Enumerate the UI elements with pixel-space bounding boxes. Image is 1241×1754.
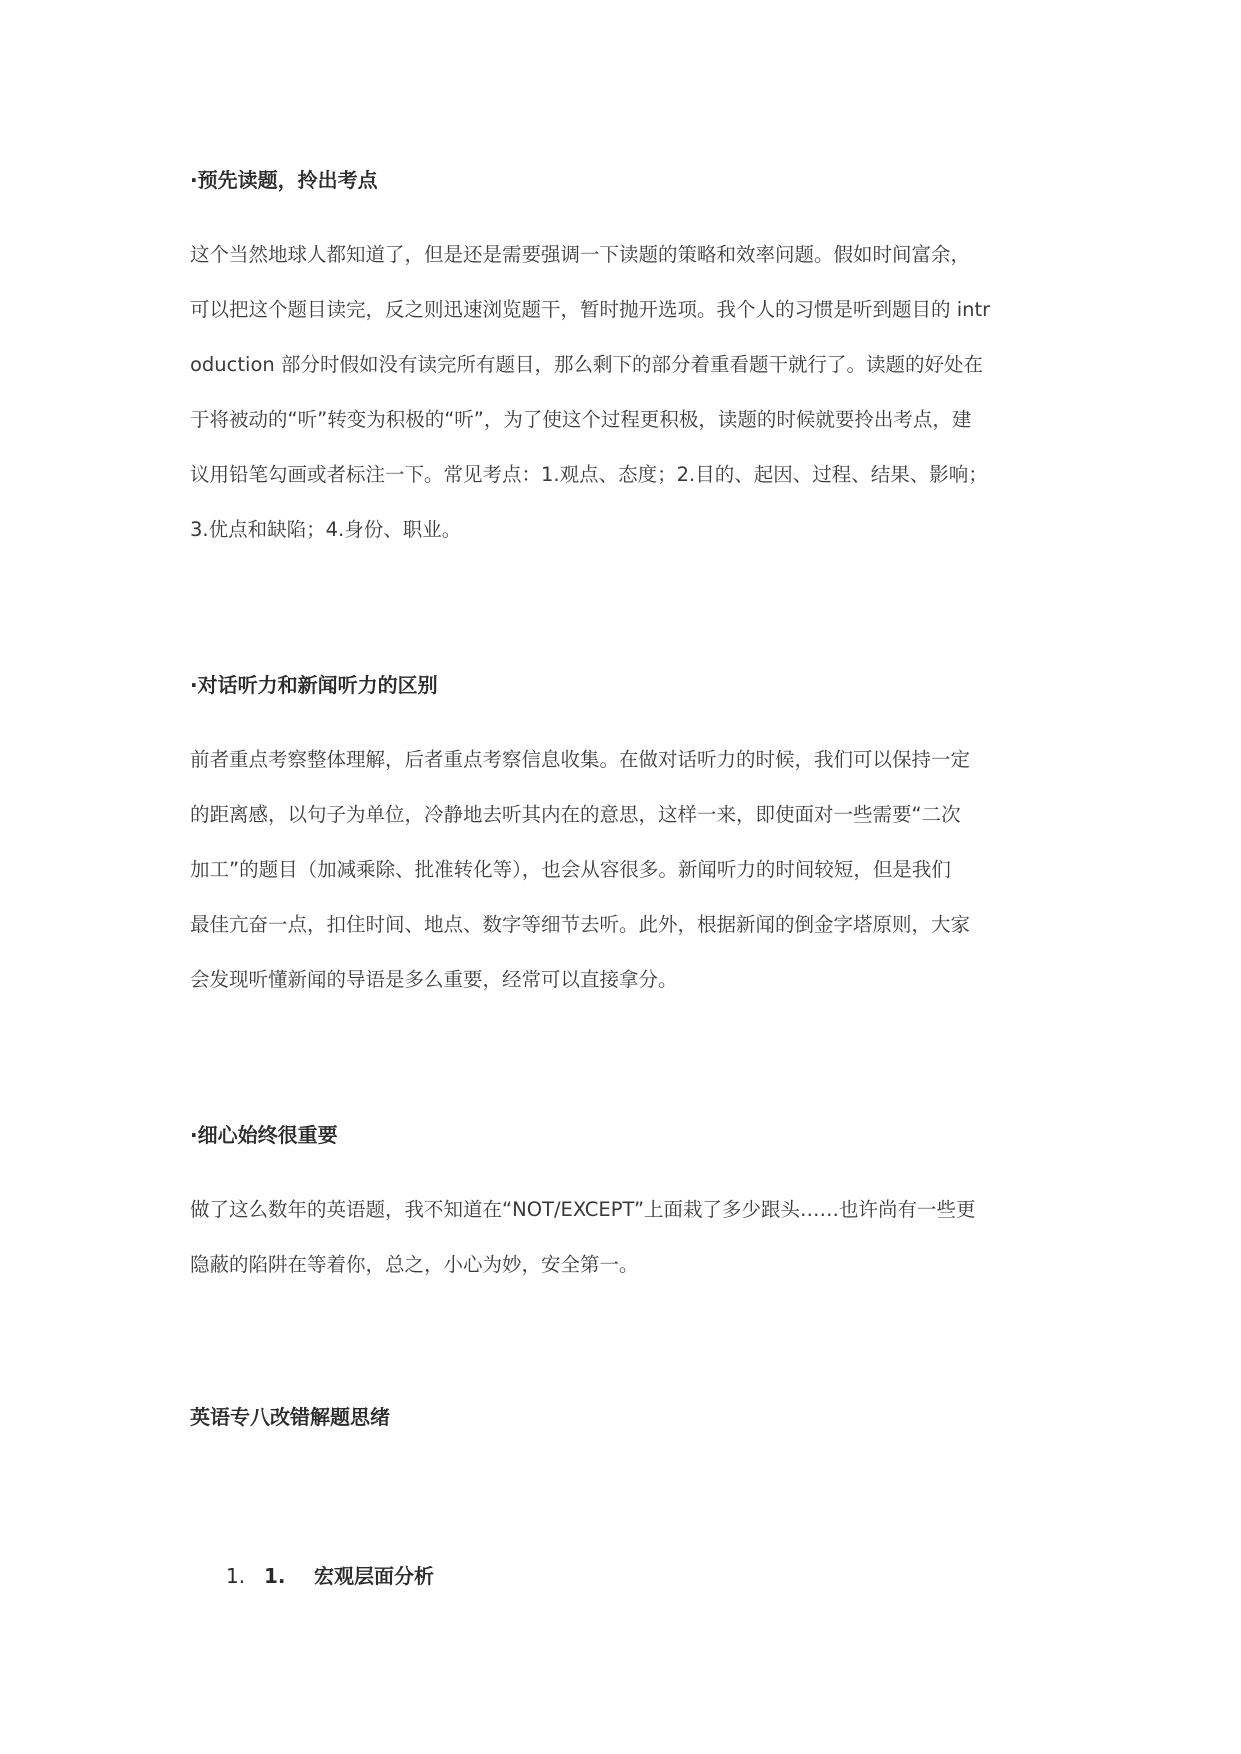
- paragraph-line: 议用铅笔勾画或者标注一下。常见考点：1.观点、态度；2.目的、起因、过程、结果、影响；: [190, 463, 988, 486]
- paragraph-line: 隐蔽的陷阱在等着你，总之，小心为妙，安全第一。: [190, 1253, 639, 1276]
- paragraph-line: 前者重点考察整体理解，后者重点考察信息收集。在做对话听力的时候，我们可以保持一定: [190, 748, 971, 771]
- paragraph-line: 这个当然地球人都知道了，但是还是需要强调一下读题的策略和效率问题。假如时间富余，: [190, 243, 971, 266]
- list-item-label: 宏观层面分析: [314, 1564, 434, 1588]
- paragraph-line: 加工”的题目（加减乘除、批准转化等），也会从容很多。新闻听力的时间较短，但是我们: [190, 858, 951, 881]
- paragraph-line: 可以把这个题目读完，反之则迅速浏览题干，暂时抛开选项。我个人的习惯是听到题目的 intr: [190, 298, 991, 321]
- section-paragraph-2: [190, 732, 1050, 1007]
- paragraph-line: oduction 部分时假如没有读完所有题目，那么剩下的部分着重看题干就行了。读题的好处在: [190, 353, 983, 376]
- list-number: 1.: [226, 1564, 246, 1588]
- section-paragraph-3: [190, 1182, 1050, 1292]
- section-title-correction: 英语专八改错解题思绪: [190, 1405, 390, 1429]
- paragraph-line: 做了这么数年的英语题，我不知道在“NOT/EXCEPT”上面栽了多少跟头……也许尚有一些更: [190, 1198, 976, 1221]
- list-bold-number: 1.: [264, 1564, 286, 1588]
- section-paragraph-1: [190, 227, 1050, 557]
- paragraph-line: 最佳亢奋一点，扣住时间、地点、数字等细节去听。此外，根据新闻的倒金字塔原则，大家: [190, 913, 971, 936]
- section-heading-3: ·细心始终很重要: [190, 1123, 338, 1147]
- numbered-list-item: [226, 1562, 434, 1590]
- paragraph-line: 于将被动的“听”转变为积极的“听”，为了使这个过程更积极，读题的时候就要拎出考点，建: [190, 408, 972, 431]
- paragraph-line: 3.优点和缺陷；4.身份、职业。: [190, 518, 462, 541]
- section-heading-2: ·对话听力和新闻听力的区别: [190, 673, 438, 697]
- paragraph-line: 的距离感，以句子为单位，冷静地去听其内在的意思，这样一来，即使面对一些需要“二次: [190, 803, 961, 826]
- section-heading-1: ·预先读题，拎出考点: [190, 168, 378, 192]
- paragraph-line: 会发现听懂新闻的导语是多么重要，经常可以直接拿分。: [190, 968, 678, 991]
